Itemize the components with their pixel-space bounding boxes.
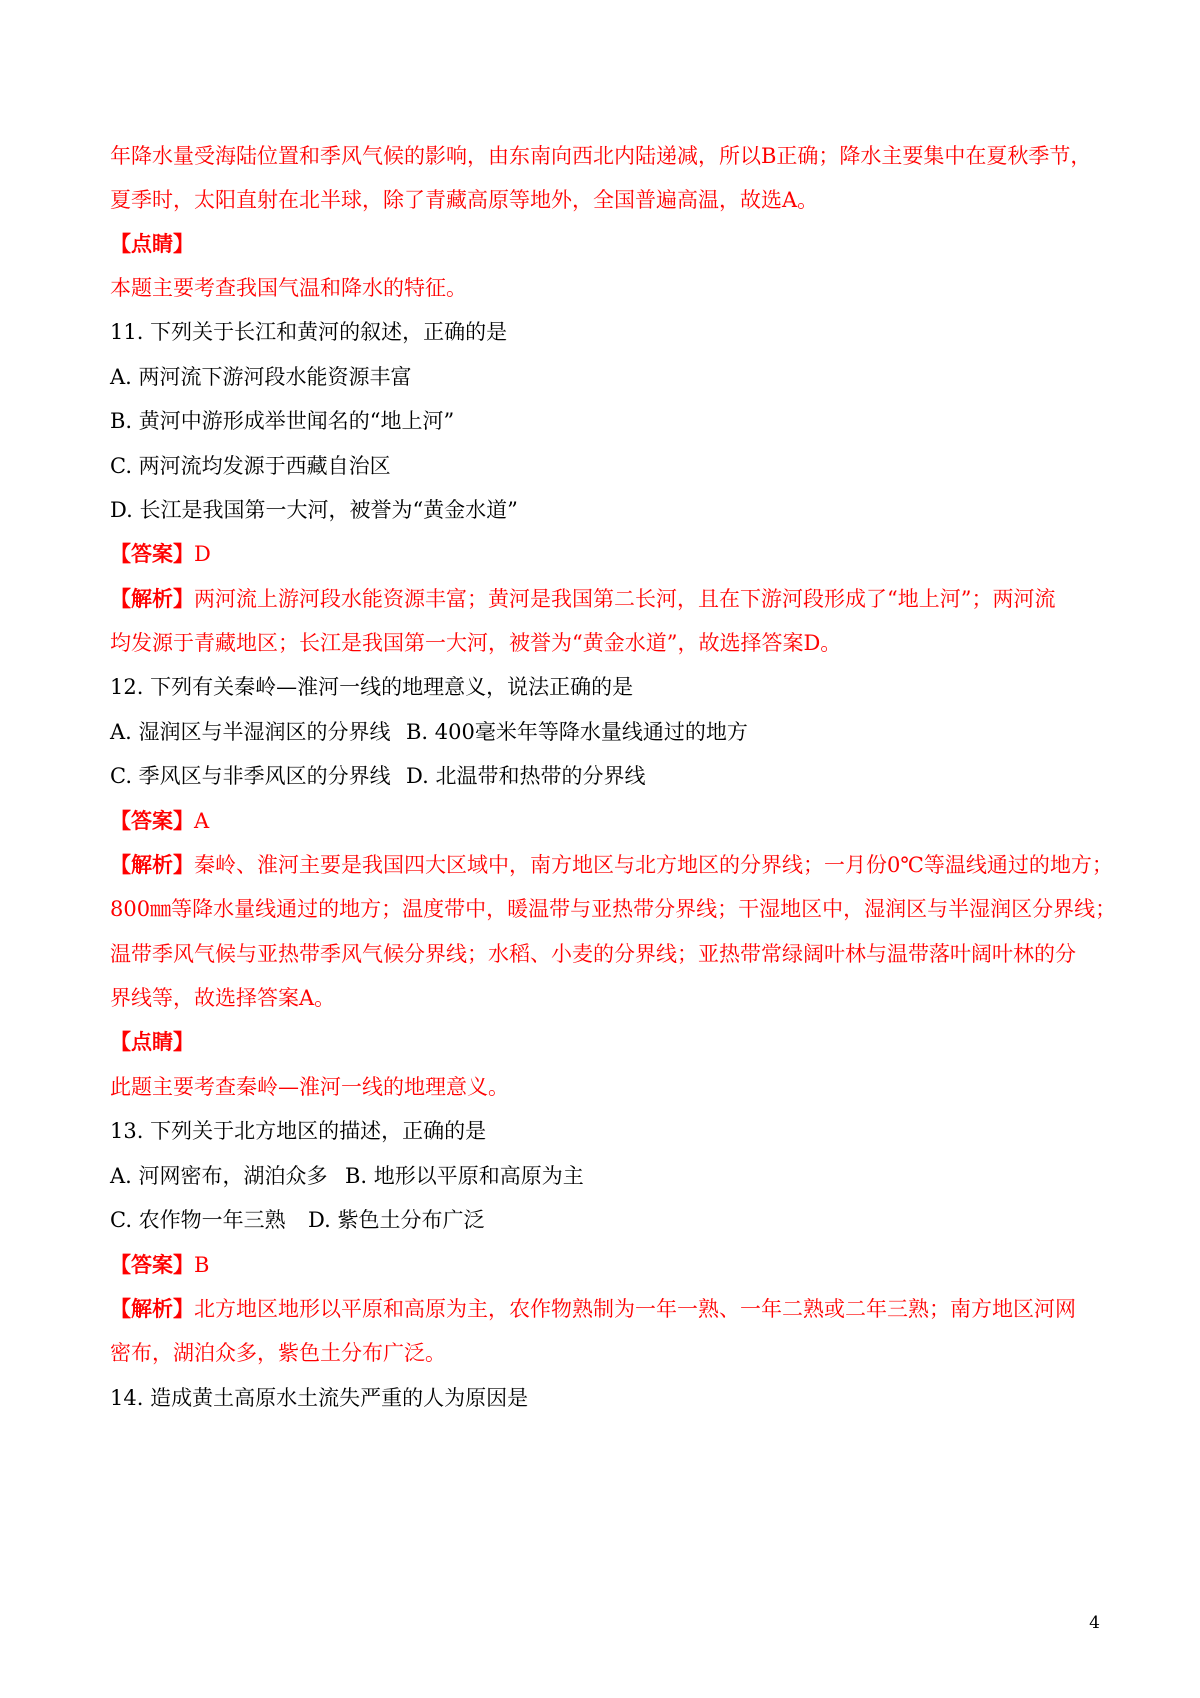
q11-explanation-line-2: 均发源于青藏地区；长江是我国第一大河，被誉为“黄金水道”，故选择答案D。 bbox=[110, 631, 842, 655]
q12-explanation-line-1 bbox=[110, 850, 1113, 880]
q12-explanation-line-2: 800㎜等降水量线通过的地方；温度带中，暖温带与亚热带分界线；干湿地区中，湿润区与半湿润区分界线； bbox=[110, 897, 1117, 921]
question-14: 14. 造成黄土高原水土流失严重的人为原因是 bbox=[110, 1386, 529, 1410]
answer-tag: 【答案】 bbox=[110, 1252, 194, 1277]
q12-answer bbox=[110, 806, 209, 836]
q11-explanation-line-1 bbox=[110, 584, 1055, 614]
answer-value: B bbox=[194, 1253, 210, 1277]
q13-option-c: C. 农作物一年三熟 bbox=[110, 1208, 286, 1232]
q12-option-a: A. 湿润区与半湿润区的分界线 bbox=[110, 720, 391, 744]
question-13: 13. 下列关于北方地区的描述，正确的是 bbox=[110, 1119, 487, 1143]
q13-answer bbox=[110, 1250, 209, 1280]
explanation-tag: 【解析】 bbox=[110, 586, 194, 611]
q12-tip-text: 此题主要考查秦岭—淮河一线的地理意义。 bbox=[110, 1075, 509, 1099]
q12-tip-heading bbox=[110, 1027, 194, 1057]
question-12: 12. 下列有关秦岭—淮河一线的地理意义，说法正确的是 bbox=[110, 675, 634, 699]
q12-option-b: B. 400毫米年等降水量线通过的地方 bbox=[406, 720, 748, 744]
q11-option-a: A. 两河流下游河段水能资源丰富 bbox=[110, 365, 412, 389]
explanation-text: 秦岭、淮河主要是我国四大区域中，南方地区与北方地区的分界线；一月份0℃等温线通过的地方； bbox=[194, 853, 1113, 877]
explanation-tag: 【解析】 bbox=[110, 1296, 194, 1321]
answer-tag: 【答案】 bbox=[110, 541, 194, 566]
q12-option-c: C. 季风区与非季风区的分界线 bbox=[110, 764, 391, 788]
q10-explanation-line-2: 夏季时，太阳直射在北半球，除了青藏高原等地外，全国普遍高温，故选A。 bbox=[110, 188, 819, 212]
q13-option-d: D. 紫色土分布广泛 bbox=[308, 1208, 485, 1232]
q11-option-b: B. 黄河中游形成举世闻名的“地上河” bbox=[110, 409, 455, 433]
q11-option-c: C. 两河流均发源于西藏自治区 bbox=[110, 454, 391, 478]
q11-answer bbox=[110, 539, 211, 569]
q12-options-row-1 bbox=[110, 717, 748, 747]
q12-explanation-line-3: 温带季风气候与亚热带季风气候分界线；水稻、小麦的分界线；亚热带常绿阔叶林与温带落叶阔叶林的分 bbox=[110, 942, 1076, 966]
q13-options-row-1 bbox=[110, 1161, 584, 1191]
answer-value: D bbox=[194, 542, 211, 566]
q10-tip-heading bbox=[110, 229, 194, 259]
explanation-text: 北方地区地形以平原和高原为主，农作物熟制为一年一熟、一年二熟或二年三熟；南方地区河网 bbox=[194, 1297, 1076, 1321]
question-11: 11. 下列关于长江和黄河的叙述，正确的是 bbox=[110, 320, 508, 344]
q11-option-d: D. 长江是我国第一大河，被誉为“黄金水道” bbox=[110, 498, 518, 522]
answer-value: A bbox=[194, 809, 210, 833]
q10-tip-text: 本题主要考查我国气温和降水的特征。 bbox=[110, 276, 467, 300]
tip-tag: 【点睛】 bbox=[110, 231, 194, 256]
q12-explanation-line-4: 界线等，故选择答案A。 bbox=[110, 986, 336, 1010]
q13-option-a: A. 河网密布，湖泊众多 bbox=[110, 1164, 328, 1188]
q12-option-d: D. 北温带和热带的分界线 bbox=[406, 764, 646, 788]
q13-explanation-line-2: 密布，湖泊众多，紫色土分布广泛。 bbox=[110, 1341, 446, 1365]
explanation-tag: 【解析】 bbox=[110, 852, 194, 877]
answer-tag: 【答案】 bbox=[110, 808, 194, 833]
tip-tag: 【点睛】 bbox=[110, 1029, 194, 1054]
q13-explanation-line-1 bbox=[110, 1294, 1076, 1324]
q12-options-row-2 bbox=[110, 761, 646, 791]
page-number: 4 bbox=[1089, 1613, 1100, 1633]
q13-options-row-2 bbox=[110, 1205, 485, 1235]
explanation-text: 两河流上游河段水能资源丰富；黄河是我国第二长河，且在下游河段形成了“地上河”；两河流 bbox=[194, 587, 1056, 611]
q13-option-b: B. 地形以平原和高原为主 bbox=[345, 1164, 584, 1188]
q10-explanation-line-1: 年降水量受海陆位置和季风气候的影响，由东南向西北内陆递减，所以B正确；降水主要集中在夏秋季节， bbox=[110, 144, 1092, 168]
